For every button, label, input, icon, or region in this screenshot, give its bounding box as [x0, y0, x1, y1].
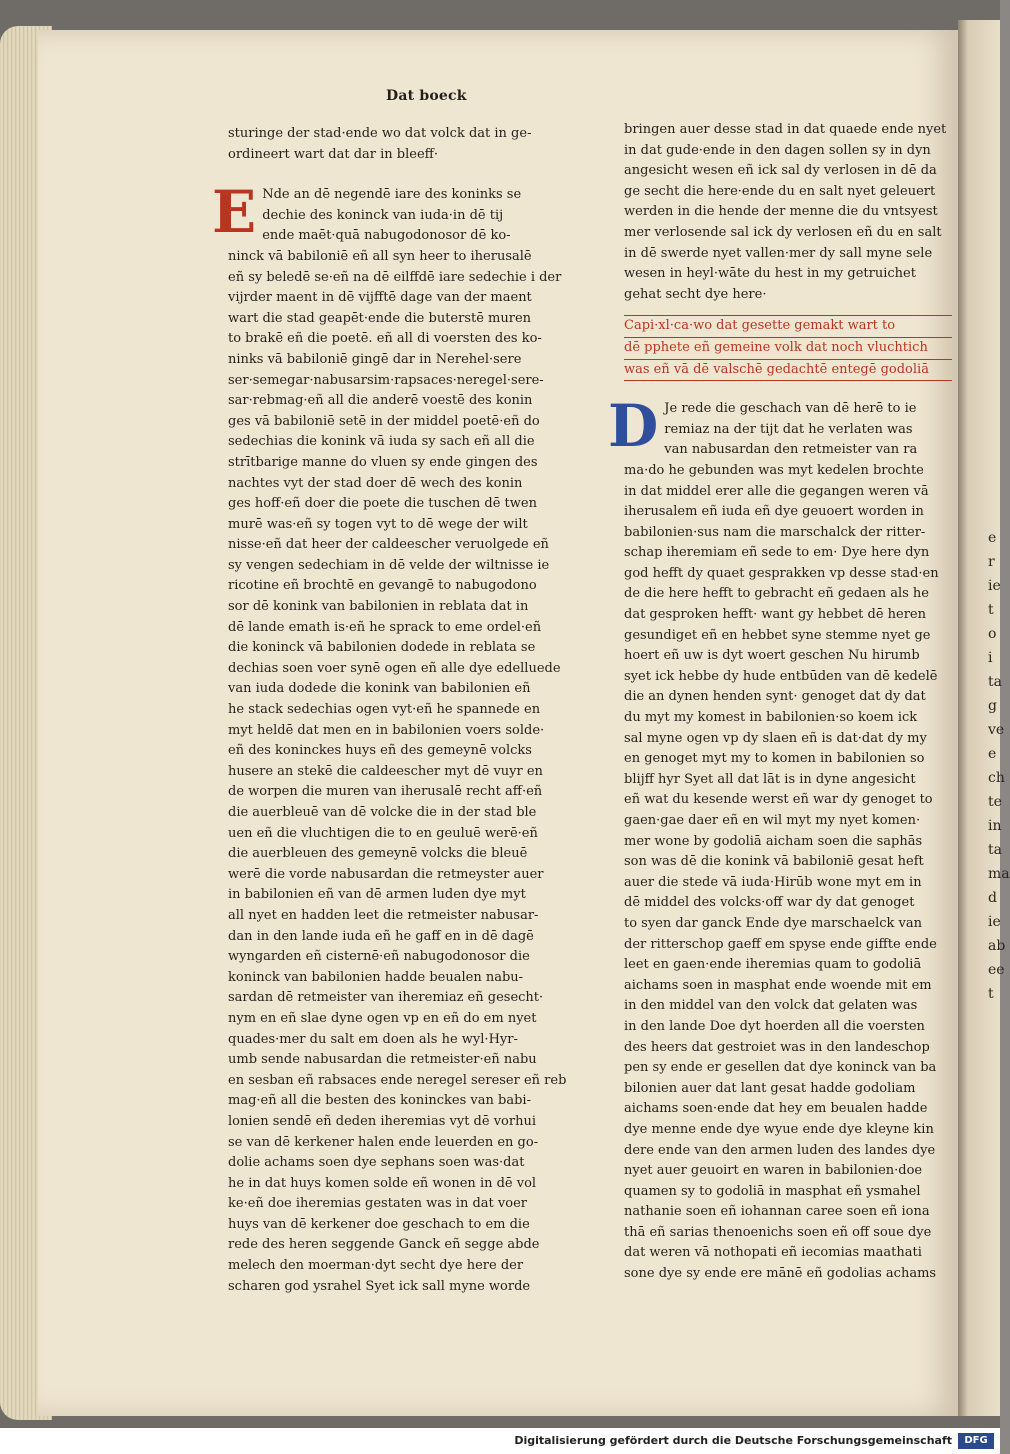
text-line: gehat secht dye here· — [624, 286, 767, 302]
text-line: in dē swerde nyet vallen·mer dy sall myne sele — [624, 245, 933, 261]
text-line: die auerbleuē van dē volcke die in der stad ble — [228, 805, 537, 820]
text-line: van iuda dodede die konink van babilonien eñ — [228, 681, 531, 697]
facing-page-fragment: ve — [988, 722, 1005, 738]
text-line: sal myne ogen vp dy slaen eñ is dat·dat dy my — [624, 730, 927, 746]
blue-initial-letter: D — [608, 392, 659, 461]
text-line: strītbarige manne do vluen sy ende gingen des — [228, 454, 538, 470]
text-line: eñ des koninckes huys eñ des gemeynē volcks — [228, 743, 532, 759]
text-line: sor dē konink van babilonien in reblata dat in — [228, 599, 529, 615]
right-paragraph-text — [624, 399, 952, 1285]
chapter-rubric — [624, 315, 952, 381]
text-line: to brakē eñ die poetē. eñ all di voersten des ko- — [228, 331, 542, 347]
facing-page-fragment: g — [988, 698, 997, 714]
text-line: mer verlosende sal ick dy verlosen eñ du en salt — [624, 224, 942, 240]
text-line: van nabusardan den retmeister van ra — [664, 442, 918, 458]
facing-page-fragment: ab — [988, 938, 1006, 954]
text-line: nym en eñ slae dyne ogen vp en eñ do em nyet — [228, 1010, 537, 1026]
text-line: in dat gude·ende in den dagen sollen sy in dyn — [624, 142, 931, 158]
text-line: sone dye sy ende ere mānē eñ godolias achams — [624, 1266, 937, 1282]
text-line: lonien sendē eñ deden iheremias vyt dē vorhui — [228, 1113, 536, 1129]
text-line: eñ sy beledē se·eñ na dē eilffdē iare sedechie i der — [228, 269, 562, 285]
text-line: iherusalem eñ iuda eñ dye geuoert worden in — [624, 504, 924, 520]
text-line: to syen dar ganck Ende dye marschaelck van — [624, 915, 923, 931]
rubric-line: dē pphete eñ gemeine volk dat noch vluchtich — [624, 337, 952, 359]
facing-page-fragment: ie — [988, 914, 1001, 930]
facing-page-fragment: d — [988, 890, 997, 906]
rubric-line: was eñ vā dē valschē gedachtē entegē godoliā — [624, 359, 952, 381]
text-line: umb sende nabusardan die retmeister·eñ nabu — [228, 1052, 537, 1068]
text-line: syet ick hebbe dy hude entbūden van dē kedelē — [624, 668, 938, 684]
text-line: ma·do he gebunden was myt kedelen brochte — [624, 462, 924, 478]
text-line: dē middel des volcks·off war dy dat genoget — [624, 895, 915, 911]
text-line: husere an stekē die caldeescher myt dē vuyr en — [228, 763, 543, 779]
facing-page-fragment: i — [988, 650, 993, 666]
facing-page-fragment: te — [988, 794, 1002, 810]
digitization-credit: Digitalisierung gefördert durch die Deutsche Forschungsgemeinschaft — [514, 1434, 952, 1447]
text-line: sturinge der stad·ende wo dat volck dat in ge- — [228, 126, 532, 141]
text-line: thā eñ sarias thenoenichs soen eñ off soue dye — [624, 1224, 932, 1240]
text-line: de die here hefft to gebracht eñ gedaen als he — [624, 586, 929, 602]
text-line: wart die stad geapēt·ende die buterstē muren — [228, 310, 532, 326]
text-line: huys van dē kerkener doe geschach to em die — [228, 1216, 530, 1232]
text-line: dē lande emath is·eñ he sprack to eme ordel·eñ — [228, 619, 542, 635]
text-line: nisse·eñ dat heer der caldeescher veruolgede eñ — [228, 537, 549, 553]
text-line: ge secht die here·ende du en salt nyet geleuert — [624, 183, 936, 199]
text-line: son was dē die konink vā babiloniē gesat heft — [624, 854, 924, 870]
text-line: ricotine eñ brochtē en gevangē to nabugodono — [228, 578, 537, 594]
text-line: wesen in heyl·wāte du hest in my getruichet — [624, 266, 916, 282]
text-line: blijff hyr Syet all dat lāt is in dyne angesicht — [624, 771, 916, 787]
text-line: Nde an dē negendē iare des koninks se — [262, 187, 522, 203]
text-line: gaen·gae daer eñ en wil myt my nyet komen· — [624, 813, 921, 828]
right-column — [608, 120, 952, 1285]
left-column — [212, 124, 568, 1297]
text-line: gesundiget eñ en hebbet syne stemme nyet ge — [624, 627, 931, 643]
facing-page-fragment: ee — [988, 962, 1005, 978]
text-line: dechie des koninck van iuda·in dē tij — [262, 207, 504, 223]
text-line: pen sy ende er gesellen dat dye koninck van ba — [624, 1060, 937, 1076]
left-paragraph — [212, 178, 568, 1297]
red-initial-letter: E — [212, 178, 257, 247]
facing-page-fragment: ta — [988, 842, 1002, 858]
text-line: de worpen die muren van iherusalē recht aff·eñ — [228, 784, 543, 800]
text-line: des heers dat gestroiet was in den landeschop — [624, 1039, 930, 1055]
text-line: vijrder maent in dē vijfftē dage van der maent — [228, 290, 532, 306]
facing-page-fragment: t — [988, 986, 994, 1002]
text-line: ges vā babiloniē setē in der middel poetē·eñ do — [228, 413, 540, 429]
text-line: in den middel van den volck dat gelaten was — [624, 998, 918, 1014]
text-line: se van dē kerkener halen ende leuerden en go- — [228, 1134, 539, 1150]
text-line: auer die stede vā iuda·Hirūb wone myt em in — [624, 874, 922, 890]
text-line: die an dynen henden synt· genoget dat dy dat — [624, 689, 926, 705]
text-line: in babilonien eñ van dē armen luden dye myt — [228, 887, 526, 903]
text-line: eñ wat du kesende werst eñ war dy genoget to — [624, 792, 933, 808]
text-line: aichams soen in masphat ende woende mit em — [624, 977, 932, 993]
text-line: ke·eñ doe iheremias gestaten was in dat voer — [228, 1196, 527, 1212]
text-line: rede des heren seggende Ganck eñ segge abde — [228, 1237, 540, 1253]
text-line: melech den moerman·dyt secht dye here der — [228, 1258, 524, 1274]
text-line: ordineert wart dat dar in bleeff· — [228, 146, 439, 162]
text-line: uen eñ die vluchtigen die to en geuluē werē·eñ — [228, 825, 538, 841]
text-line: leet en gaen·ende iheremias quam to godoliā — [624, 957, 922, 973]
text-line: sy vengen sedechiam in dē velde der wiltnisse ie — [228, 557, 550, 573]
text-line: Je rede die geschach van dē herē to ie — [664, 401, 917, 417]
rubric-line: Capi·xl·ca·wo dat gesette gemakt wart to — [624, 315, 952, 337]
text-line: sar·rebmag·eñ all die anderē voestē des konin — [228, 393, 533, 409]
text-line: dat weren vā nothopati eñ iecomias maathati — [624, 1245, 922, 1261]
text-line: der ritterschop gaeff em spyse ende giffte ende — [624, 936, 937, 952]
text-line: en genoget myt my to komen in babilonien so — [624, 751, 925, 767]
text-line: werē die vorde nabusardan die retmeyster auer — [228, 866, 544, 882]
text-line: dye menne ende dye wyue ende dye kleyne kin — [624, 1121, 934, 1137]
facing-page-fragment: in — [988, 818, 1002, 834]
text-line: all nyet en hadden leet die retmeister nabusar- — [228, 907, 539, 923]
text-line: he in dat huys komen solde eñ wonen in dē vol — [228, 1175, 537, 1191]
text-line: in den lande Doe dyt hoerden all die voersten — [624, 1018, 925, 1034]
text-line: myt heldē dat men en in babilonien voers solde· — [228, 722, 545, 738]
text-line: quamen sy to godoliā in masphat eñ ysmahel — [624, 1183, 921, 1199]
text-line: ende maēt·quā nabugodonosor dē ko- — [262, 228, 511, 244]
text-line: he stack sedechias ogen vyt·eñ he spannede en — [228, 702, 541, 718]
text-line: dechias soen voer synē ogen eñ alle dye edelluede — [228, 660, 561, 676]
text-line: du myt my komest in babilonien·so koem ick — [624, 710, 918, 726]
text-line: quades·mer du salt em doen als he wyl·Hyr- — [228, 1031, 518, 1047]
text-line: god hefft dy quaet gesprakken vp desse stad·en — [624, 565, 939, 581]
facing-page-edge — [958, 20, 1010, 1416]
text-line: ninck vā babiloniē eñ all syn heer to iherusalē — [228, 248, 532, 264]
right-paragraph — [608, 392, 952, 1285]
text-line: ges hoff·eñ doer die poete die tuschen dē twen — [228, 496, 537, 512]
text-line: nathanie soen eñ iohannan caree soen eñ iona — [624, 1204, 930, 1220]
text-line: babilonien·sus nam die marschalck der ritter- — [624, 524, 926, 540]
text-line: werden in die hende der menne die du vntsyest — [624, 204, 938, 220]
text-line: koninck van babilonien hadde beualen nabu- — [228, 969, 524, 985]
text-line: wyngarden eñ cisternē·eñ nabugodonosor die — [228, 949, 530, 965]
text-line: ser·semegar·nabusarsim·rapsaces·neregel·sere- — [228, 372, 544, 388]
text-line: bilonien auer dat lant gesat hadde godoliam — [624, 1080, 916, 1096]
text-line: en sesban eñ rabsaces ende neregel sereser eñ reb — [228, 1072, 567, 1088]
text-line: nyet auer geuoirt en waren in babilonien·doe — [624, 1163, 923, 1179]
footer-bar — [0, 1428, 1000, 1454]
text-line: die koninck vā babilonien dodede in reblata se — [228, 640, 536, 656]
text-line: ninks vā babiloniē gingē dar in Nerehel·sere — [228, 351, 522, 367]
left-intro-text — [228, 124, 568, 165]
text-line: dan in den lande iuda eñ he gaff en in dē dagē — [228, 928, 534, 944]
facing-page-fragment: t — [988, 602, 994, 618]
facing-page-fragment: r — [988, 554, 995, 570]
text-line: in dat middel erer alle die gegangen weren vā — [624, 483, 929, 499]
text-line: schap iheremiam eñ sede to em· Dye here dyn — [624, 545, 930, 561]
text-line: dat gesproken hefft· want gy hebbet dē heren — [624, 607, 927, 623]
text-line: sardan dē retmeister van iheremiaz eñ gesecht· — [228, 990, 544, 1006]
text-line: die auerbleuen des gemeynē volcks die bleuē — [228, 846, 528, 862]
text-line: scharen god ysrahel Syet ick sall myne worde — [228, 1278, 531, 1294]
facing-page-fragment: e — [988, 530, 997, 546]
text-line: remiaz na der tijt dat he verlaten was — [664, 421, 913, 437]
spacer — [228, 165, 568, 185]
facing-page-fragment: ie — [988, 578, 1001, 594]
text-line: nachtes vyt der stad doer dē wech des konin — [228, 475, 523, 491]
running-head: Dat boeck — [386, 88, 467, 104]
facing-page-fragment: ta — [988, 674, 1002, 690]
text-line: bringen auer desse stad in dat quaede ende nyet — [624, 122, 947, 137]
text-line: hoert eñ uw is dyt woert geschen Nu hirumb — [624, 648, 920, 664]
left-paragraph-text — [228, 185, 568, 1297]
text-line: aichams soen·ende dat hey em beualen hadde — [624, 1101, 928, 1117]
facing-page-fragment: ch — [988, 770, 1005, 786]
facing-page-fragment: o — [988, 626, 997, 642]
right-top-text — [624, 120, 952, 305]
text-line: mag·eñ all die besten des koninckes van babi- — [228, 1093, 531, 1109]
text-line: murē was·eñ sy togen vyt to dē wege der wilt — [228, 516, 528, 532]
facing-page-fragment: ma — [988, 866, 1010, 882]
text-line: angesicht wesen eñ ick sal dy verlosen in dē da — [624, 163, 937, 179]
facing-page-fragment: e — [988, 746, 997, 762]
text-line: dolie achams soen dye sephans soen was·dat — [228, 1155, 525, 1171]
text-line: dere ende van den armen luden des landes dye — [624, 1142, 936, 1158]
text-line: mer wone by godoliā aicham soen die saphās — [624, 833, 923, 849]
text-line: sedechias die konink vā iuda sy sach eñ all die — [228, 434, 535, 450]
dfg-logo: DFG — [958, 1433, 994, 1449]
